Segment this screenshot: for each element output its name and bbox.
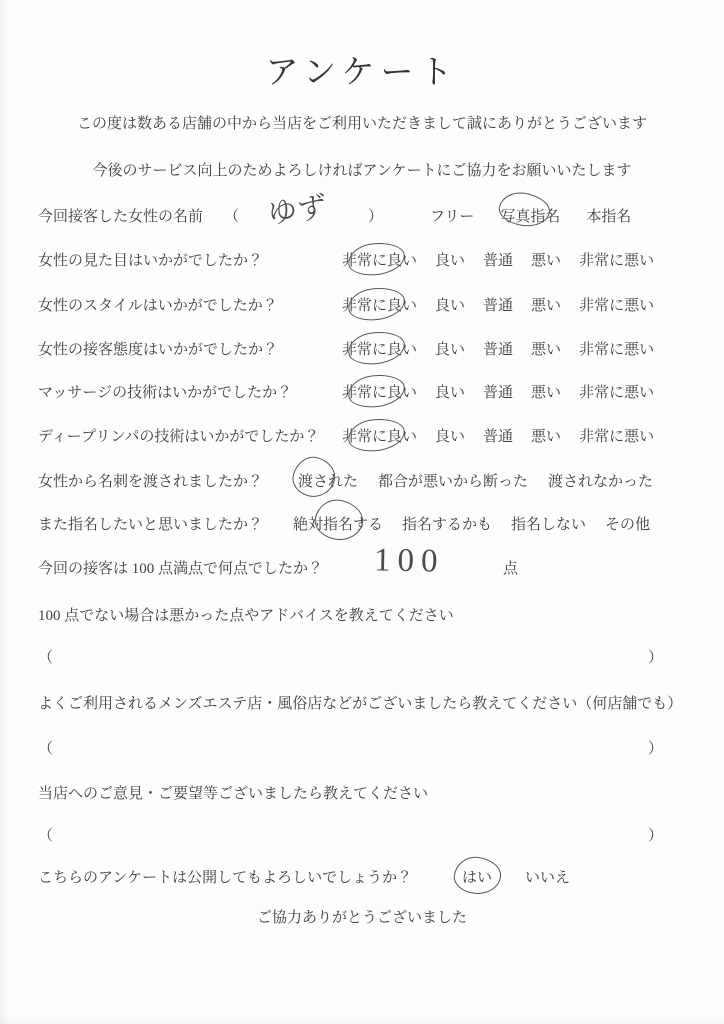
question-label: 今回接客した女性の名前	[38, 209, 204, 225]
rating-options	[342, 381, 654, 402]
option-not-nominate: 指名しない	[511, 517, 587, 533]
prompt-label: 当店へのご意見・ご要望等ございましたら教えてください	[38, 786, 429, 802]
paren-open: （	[38, 650, 54, 666]
option-very-good-circled: 非常に良い	[342, 381, 417, 402]
option-normal: 普通	[483, 385, 514, 401]
option-bad: 悪い	[531, 342, 562, 358]
option-normal: 普通	[483, 429, 514, 445]
option-no: いいえ	[525, 870, 571, 886]
rating-options	[342, 249, 654, 270]
option-photo-nomination-circled: 写真指名	[500, 205, 560, 226]
question-row-name	[0, 191, 724, 231]
question-row-publish	[0, 866, 724, 888]
option-good: 良い	[435, 385, 466, 401]
option-bad: 悪い	[531, 429, 562, 445]
score-unit: 点	[503, 561, 519, 577]
paren-open: （	[224, 209, 240, 225]
question-label: こちらのアンケートは公開してもよろしいでしょうか？	[38, 870, 413, 886]
option-very-bad: 非常に悪い	[579, 429, 655, 445]
intro-line-1: この度は数ある店舗の中から当店をご利用いただきまして誠にありがとうございます	[76, 116, 647, 132]
option-definitely-nominate-circled: 絶対指名する	[293, 513, 383, 534]
intro-line-2: 今後のサービス向上のためよろしければアンケートにご協力をお願いいたします	[92, 163, 632, 179]
option-very-bad: 非常に悪い	[579, 342, 655, 358]
option-normal: 普通	[483, 342, 514, 358]
option-very-bad: 非常に悪い	[579, 253, 655, 269]
question-label: ディープリンパの技術はいかがでしたか？	[38, 429, 320, 445]
rating-options	[342, 294, 654, 315]
rating-options	[342, 338, 654, 359]
question-label: 女性から名刺を渡されましたか？	[38, 474, 264, 490]
paren-open: （	[38, 828, 54, 844]
page-title: アンケート	[265, 55, 459, 91]
paren-close: ）	[648, 650, 664, 666]
option-yes-circled: はい	[462, 866, 492, 887]
question-row-rebook	[0, 513, 724, 535]
question-row-looks	[0, 249, 724, 271]
handwritten-score: 100	[373, 542, 445, 580]
prompt-other-shops	[0, 692, 724, 714]
option-good: 良い	[435, 298, 466, 314]
option-good: 良い	[435, 253, 466, 269]
question-label: 女性の見た目はいかがでしたか？	[38, 253, 264, 269]
question-row-attitude	[0, 338, 724, 360]
option-regular-nomination: 本指名	[586, 209, 632, 225]
question-row-business-card	[0, 470, 724, 492]
option-very-bad: 非常に悪い	[579, 385, 655, 401]
question-label: 女性の接客態度はいかがでしたか？	[38, 342, 279, 358]
prompt-advice	[0, 604, 724, 626]
paren-close: ）	[648, 741, 664, 757]
prompt-label: よくご利用されるメンズエステ店・風俗店などがございましたら教えてください（何店舗でも）	[38, 696, 683, 712]
paren-open: （	[38, 741, 54, 757]
answer-line-other-shops	[0, 737, 724, 759]
option-normal: 普通	[483, 253, 514, 269]
name-type-options	[430, 205, 631, 226]
answer-line-advice	[0, 646, 724, 668]
question-label: 今回の接客は 100 点満点で何点でしたか？	[38, 561, 324, 577]
option-bad: 悪い	[531, 385, 562, 401]
closing-message: ご協力ありがとうございました	[256, 910, 467, 926]
option-very-good-circled: 非常に良い	[342, 338, 417, 359]
option-free: フリー	[430, 209, 475, 225]
option-bad: 悪い	[531, 298, 562, 314]
option-bad: 悪い	[531, 253, 562, 269]
rating-options	[342, 425, 654, 446]
prompt-label: 100 点でない場合は悪かった点やアドバイスを教えてください	[38, 608, 454, 624]
card-options	[298, 470, 653, 491]
paren-close: ）	[368, 209, 384, 225]
option-very-bad: 非常に悪い	[579, 298, 655, 314]
publish-options	[462, 866, 570, 887]
prompt-opinions	[0, 782, 724, 804]
question-row-massage	[0, 381, 724, 403]
question-label: また指名したいと思いましたか？	[38, 517, 264, 533]
option-received-circled: 渡された	[298, 470, 358, 491]
option-good: 良い	[435, 429, 466, 445]
option-other: その他	[605, 517, 651, 533]
option-not-received: 渡されなかった	[548, 474, 654, 490]
option-very-good-circled: 非常に良い	[342, 294, 417, 315]
option-maybe-nominate: 指名するかも	[402, 517, 493, 533]
option-very-good-circled: 非常に良い	[342, 425, 417, 446]
question-row-deep-lymph	[0, 425, 724, 447]
option-good: 良い	[435, 342, 466, 358]
question-row-score	[0, 542, 724, 580]
answer-line-opinions	[0, 824, 724, 846]
option-very-good-circled: 非常に良い	[342, 249, 417, 270]
question-label: マッサージの技術はいかがでしたか？	[38, 385, 293, 401]
option-declined: 都合が悪いから断った	[378, 474, 529, 490]
question-label: 女性のスタイルはいかがでしたか？	[38, 298, 278, 314]
handwritten-name: ゆず	[267, 191, 327, 231]
question-row-style	[0, 294, 724, 316]
option-normal: 普通	[483, 298, 514, 314]
paren-close: ）	[648, 828, 664, 844]
rebook-options	[293, 513, 650, 534]
